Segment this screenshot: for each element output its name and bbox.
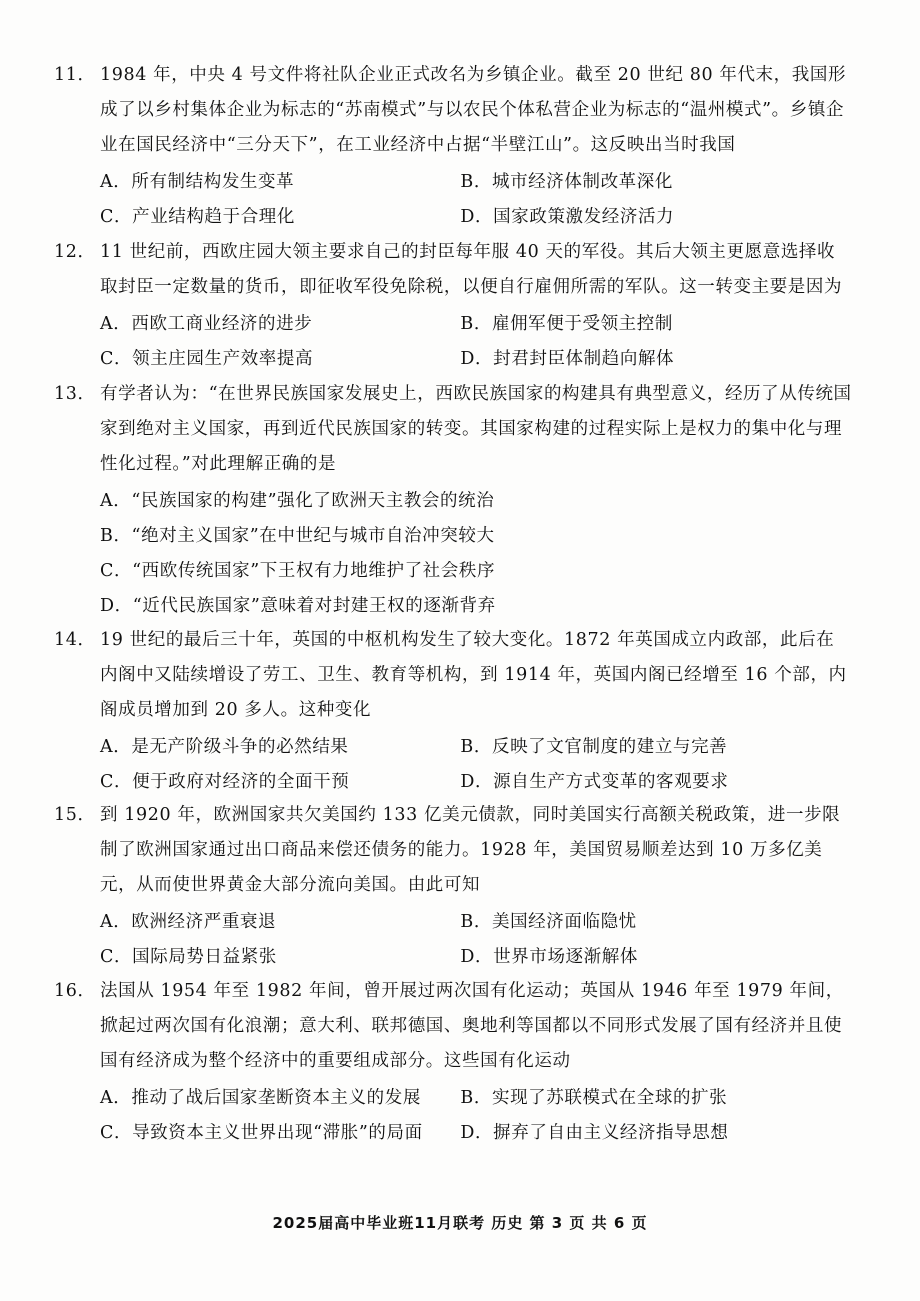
question-number: 16．	[54, 981, 96, 1001]
option-c: C．领主庄园生产效率提高	[100, 349, 314, 369]
question-11	[54, 58, 852, 233]
question-number: 13．	[54, 384, 96, 404]
option-d: D．世界市场逐渐解体	[460, 947, 638, 967]
page-footer: 2025届高中毕业班11月联考 历史 第 3 页 共 6 页	[272, 1214, 648, 1232]
question-stem	[54, 623, 852, 728]
options	[92, 305, 852, 375]
options	[92, 728, 852, 798]
question-number: 15．	[54, 805, 96, 825]
question-number: 14．	[54, 630, 96, 650]
options	[92, 1079, 852, 1149]
question-stem	[54, 974, 852, 1079]
option-a: A．“民族国家的构建”强化了欧洲天主教会的统治	[100, 491, 495, 511]
question-text: 到 1920 年，欧洲国家共欠美国约 133 亿美元债款，同时美国实行高额关税政策，进一步限制了欧洲国家通过出口商品来偿还债务的能力。1928 年，美国贸易顺差达到 10 万多亿美元，从而使世界黄金大部分流向美国。由此可知	[100, 805, 841, 895]
question-13	[54, 377, 852, 622]
option-b: B．“绝对主义国家”在中世纪与城市自治冲突较大	[100, 526, 495, 546]
option-a: A．是无产阶级斗争的必然结果	[100, 737, 349, 757]
option-b: B．城市经济体制改革深化	[460, 172, 673, 192]
option-d: D．国家政策激发经济活力	[460, 207, 675, 227]
question-text: 19 世纪的最后三十年，英国的中枢机构发生了较大变化。1872 年英国成立内政部，此后在内阁中又陆续增设了劳工、卫生、教育等机构，到 1914 年，英国内阁已经增至 16 个部，内阁成员增加到 20 多人。这种变化	[100, 630, 847, 720]
option-a: A．所有制结构发生变革	[100, 172, 295, 192]
question-14	[54, 623, 852, 798]
option-c: C．导致资本主义世界出现“滞胀”的局面	[100, 1123, 423, 1143]
option-a: A．欧洲经济严重衰退	[100, 912, 277, 932]
option-c: C．产业结构趋于合理化	[100, 207, 295, 227]
option-d: D．摒弃了自由主义经济指导思想	[460, 1123, 729, 1143]
question-text: 法国从 1954 年至 1982 年间，曾开展过两次国有化运动；英国从 1946 年至 1979 年间，掀起过两次国有化浪潮；意大利、联邦德国、奥地利等国都以不同形式发展了国有经济并且使国有经济成为整个经济中的重要组成部分。这些国有化运动	[100, 981, 844, 1071]
option-c: C．便于政府对经济的全面干预	[100, 772, 350, 792]
options	[92, 163, 852, 233]
option-b: B．美国经济面临隐忧	[460, 912, 637, 932]
question-stem	[54, 58, 852, 163]
question-text: 1984 年，中央 4 号文件将社队企业正式改名为乡镇企业。截至 20 世纪 80 年代末，我国形成了以乡村集体企业为标志的“苏南模式”与以农民个体私营企业为标志的“温州模式”。乡镇企业在国民经济中“三分天下”，在工业经济中占据“半壁江山”。这反映出当时我国	[100, 65, 847, 155]
question-number: 12．	[54, 242, 96, 262]
option-b: B．雇佣军便于受领主控制	[460, 314, 673, 334]
option-a: A．西欧工商业经济的进步	[100, 314, 313, 334]
option-c: C．国际局势日益紧张	[100, 947, 277, 967]
question-text: 11 世纪前，西欧庄园大领主要求自己的封臣每年服 40 天的军役。其后大领主更愿意选择收取封臣一定数量的货币，即征收军役免除税，以便自行雇佣所需的军队。这一转变主要是因为	[100, 242, 843, 297]
question-16	[54, 974, 852, 1149]
options	[92, 903, 852, 973]
option-a: A．推动了战后国家垄断资本主义的发展	[100, 1088, 421, 1108]
option-d: D．封君封臣体制趋向解体	[460, 349, 675, 369]
question-stem	[54, 377, 852, 482]
question-stem	[54, 798, 852, 903]
option-b: B．反映了文官制度的建立与完善	[460, 737, 728, 757]
option-c: C．“西欧传统国家”下王权有力地维护了社会秩序	[100, 561, 496, 581]
question-text: 有学者认为：“在世界民族国家发展史上，西欧民族国家的构建具有典型意义，经历了从传统国家到绝对主义国家，再到近代民族国家的转变。其国家构建的过程实际上是权力的集中化与理性化过程。”对此理解正确的是	[100, 384, 852, 474]
question-stem	[54, 235, 852, 305]
option-d: D．源自生产方式变革的客观要求	[460, 772, 729, 792]
question-15	[54, 798, 852, 973]
options	[92, 482, 852, 622]
option-b: B．实现了苏联模式在全球的扩张	[460, 1088, 728, 1108]
option-d: D．“近代民族国家”意味着对封建王权的逐渐背弃	[100, 596, 496, 616]
question-number: 11．	[54, 65, 96, 85]
question-12	[54, 235, 852, 375]
